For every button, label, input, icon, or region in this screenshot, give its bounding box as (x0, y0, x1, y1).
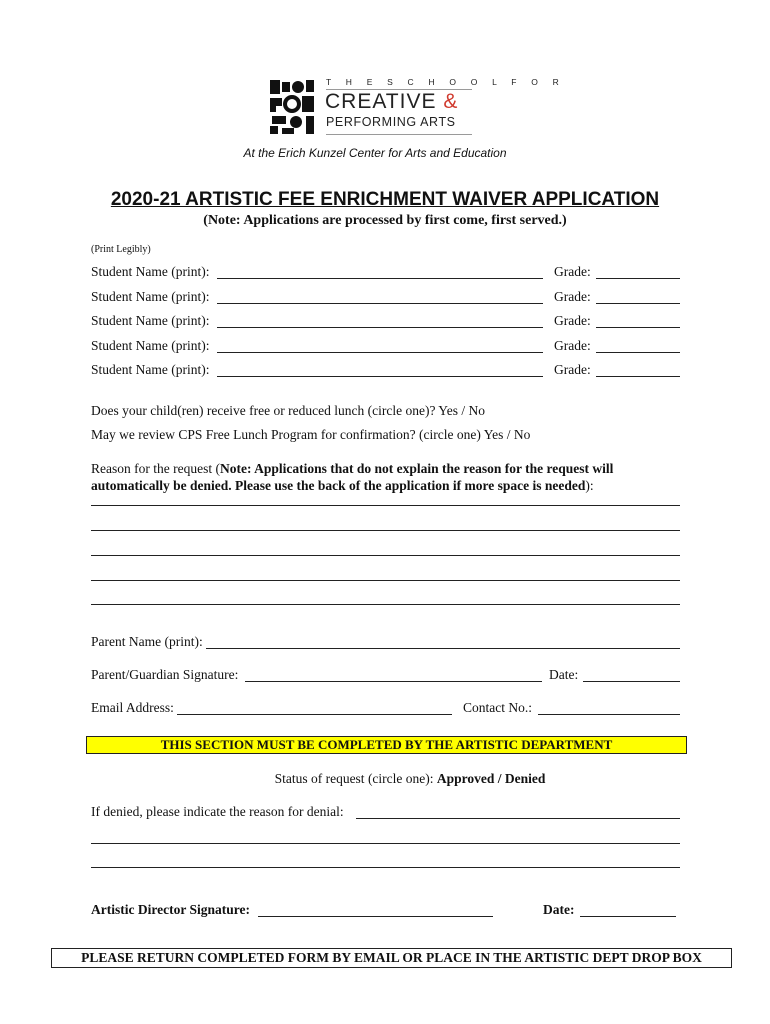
reason-line[interactable] (91, 555, 680, 556)
grade-field[interactable] (596, 376, 680, 377)
contact-label: Contact No.: (463, 700, 532, 715)
logo-tagline: At the Erich Kunzel Center for Arts and Education (243, 146, 507, 160)
student-name-field[interactable] (217, 376, 543, 377)
director-signature-text: Artistic Director Signature: (91, 902, 250, 917)
student-name-field[interactable] (217, 352, 543, 353)
director-date-label (543, 902, 574, 918)
reason-line[interactable] (91, 580, 680, 581)
director-signature-label (91, 902, 250, 918)
parent-date-label: Date: (549, 667, 579, 682)
review-question[interactable]: May we review CPS Free Lunch Program for confirmation? (circle one) Yes / No (91, 427, 531, 442)
parent-date-field[interactable] (583, 681, 680, 682)
page-title: 2020-21 ARTISTIC FEE ENRICHMENT WAIVER APPLICATION (110, 189, 660, 210)
student-name-label: Student Name (print): (91, 289, 210, 304)
status-label: Status of request (circle one): (274, 771, 437, 786)
contact-field[interactable] (538, 714, 680, 715)
logo-creative-word: CREATIVE (325, 90, 437, 113)
reason-instructions (91, 460, 691, 494)
reason-prefix: Reason for the request ( (91, 461, 220, 476)
director-date-text: Date: (543, 902, 575, 917)
logo-performing-arts-text: PERFORMING ARTS (326, 115, 456, 129)
student-name-field[interactable] (217, 303, 543, 304)
student-name-label: Student Name (print): (91, 362, 210, 377)
logo-rule-bottom (326, 134, 472, 135)
student-name-field[interactable] (217, 327, 543, 328)
department-section-banner: THIS SECTION MUST BE COMPLETED BY THE ARTISTIC DEPARTMENT (86, 736, 687, 754)
reason-note-line2: automatically be denied. Please use the back of the application if more space is needed (91, 478, 586, 493)
student-name-label: Student Name (print): (91, 264, 210, 279)
reason-suffix: ): (585, 478, 594, 493)
parent-signature-field[interactable] (245, 681, 542, 682)
denial-reason-line[interactable] (91, 867, 680, 868)
status-options[interactable]: Approved / Denied (436, 771, 546, 786)
parent-name-label: Parent Name (print): (91, 634, 203, 649)
logo-school-for-text: T H E S C H O O L F O R (326, 77, 565, 87)
email-label: Email Address: (91, 700, 174, 715)
grade-field[interactable] (596, 327, 680, 328)
logo-ampersand: & (443, 90, 459, 113)
school-logo-mark (268, 78, 316, 136)
denial-reason-field[interactable] (356, 818, 680, 819)
reason-line[interactable] (91, 505, 680, 506)
grade-field[interactable] (596, 352, 680, 353)
reason-line[interactable] (91, 604, 680, 605)
parent-name-field[interactable] (206, 648, 680, 649)
processing-note: (Note: Applications are processed by first come, first served.) (203, 213, 567, 228)
email-field[interactable] (177, 714, 452, 715)
grade-field[interactable] (596, 303, 680, 304)
print-legibly-note: (Print Legibly) (91, 244, 151, 255)
grade-label: Grade: (554, 313, 591, 328)
student-name-label: Student Name (print): (91, 338, 210, 353)
director-date-field[interactable] (580, 916, 676, 917)
denial-reason-label: If denied, please indicate the reason for denial: (91, 804, 344, 819)
grade-label: Grade: (554, 338, 591, 353)
parent-signature-label: Parent/Guardian Signature: (91, 667, 239, 682)
grade-label: Grade: (554, 264, 591, 279)
logo-creative-text (325, 90, 458, 114)
student-name-field[interactable] (217, 278, 543, 279)
student-name-label: Student Name (print): (91, 313, 210, 328)
denial-reason-line[interactable] (91, 843, 680, 844)
grade-label: Grade: (554, 289, 591, 304)
return-instructions-box: PLEASE RETURN COMPLETED FORM BY EMAIL OR PLACE IN THE ARTISTIC DEPT DROP BOX (51, 948, 732, 968)
grade-field[interactable] (596, 278, 680, 279)
reason-note-line1: Note: Applications that do not explain the reason for the request will (219, 461, 614, 476)
grade-label: Grade: (554, 362, 591, 377)
status-line[interactable] (0, 771, 770, 787)
director-signature-field[interactable] (258, 916, 493, 917)
reason-line[interactable] (91, 530, 680, 531)
lunch-question[interactable]: Does your child(ren) receive free or reduced lunch (circle one)? Yes / No (91, 403, 485, 418)
